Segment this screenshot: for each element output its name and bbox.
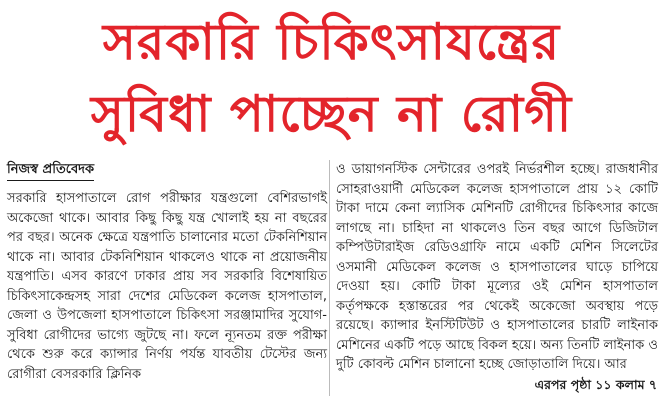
article-body-left: সরকারি হাসপাতালে রোগ পরীক্ষার যন্ত্রগুলো বেশিরভাগই অকেজো থাকে। আবার কিছু কিছু যন্ত্র খোলাই হয় না বছরের পর বছর। অনেক ক্ষেত্রে যন্ত্রপাতি চালানোর মতো টেকনিশিয়ান থাকে না। আবার টেকনিশিয়ান থাকলেও থাকে না প্রয়োজনীয় যন্ত্রপাতি। এসব কারণে ঢাকার প্রায় সব সরকারি বিশেষায়িত চিকিৎসাকেন্দ্রসহ সারা দেশের মেডিকেল কলেজ হাসপাতাল, জেলা ও উপজেলা হাসপাতালে চিকিৎসা সরঞ্জামাদির সুযোগ-সুবিধা রোগীদের ভাগ্যে জুটছে না। ফলে ন্যূনতম রক্ত পরীক্ষা থেকে শুরু করে ক্যান্সার নির্ণয় পর্যন্ত যাবতীয় টেস্টের জন্য রোগীরা বেসরকারি ক্লিনিক <box>7 191 327 382</box>
article-column-right <box>336 160 658 375</box>
continuation-jump-line: এরপর পৃষ্ঠা ১১ কলাম ৭ <box>529 376 657 394</box>
headline <box>0 0 663 152</box>
article-column-left <box>7 160 327 384</box>
article-body-right: ও ডায়াগনস্টিক সেন্টারের ওপরই নির্ভরশীল হচ্ছে। রাজধানীর সোহরাওয়ার্দী মেডিকেল কলেজ হাসপাতালে প্রায় ১২ কোটি টাকা দামে কেনা ল্যাসিক মেশিনটি রোগীদের চিকিৎসার কাজে লাগছে না। চাহিদা না থাকলেও তিন বছর আগে ডিজিটাল কম্পিউটারাইজ রেডিওগ্রাফি নামে একটি মেশিন সিলেটের ওসমানী মেডিকেল কলেজ ও হাসপাতালের ঘাড়ে চাপিয়ে দেওয়া হয়। কোটি টাকা মূল্যের ওই মেশিন হাসপাতাল কর্তৃপক্ষকে হস্তান্তরের পর থেকেই অকেজো অবস্থায় পড়ে রয়েছে। ক্যান্সার ইনস্টিটিউট ও হাসপাতালের চারটি লাইনাক মেশিনের একটি পড়ে আছে বিকল হয়ে। অন্য তিনটি লাইনাক ও দুটি কোবল্ট মেশিন চালানো হচ্ছে জোড়াতালি দিয়ে। আর <box>336 162 658 372</box>
byline: নিজস্ব প্রতিবেদক <box>7 161 94 181</box>
headline-line-1: সরকারি চিকিৎসাযন্ত্রের <box>102 13 561 71</box>
column-divider <box>329 160 330 396</box>
headline-line-2: সুবিধা পাচ্ছেন না রোগী <box>90 85 573 143</box>
